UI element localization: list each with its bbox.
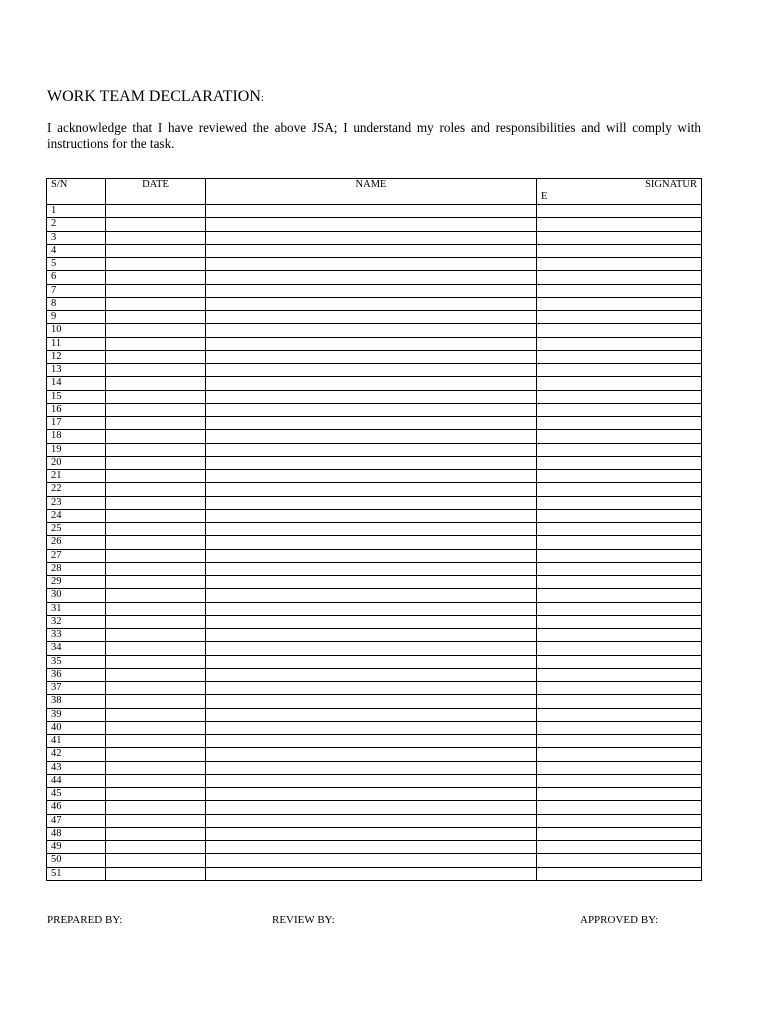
date-cell[interactable] — [106, 801, 206, 814]
date-cell[interactable] — [106, 682, 206, 695]
table-row — [47, 324, 702, 337]
row-number: 45 — [47, 788, 106, 801]
date-cell[interactable] — [106, 708, 206, 721]
row-number: 38 — [47, 695, 106, 708]
signature-cell[interactable] — [537, 311, 702, 324]
table-row — [47, 297, 702, 310]
name-cell[interactable] — [206, 761, 537, 774]
table-row — [47, 576, 702, 589]
prepared-by-label: PREPARED BY: — [47, 914, 123, 926]
row-number: 9 — [47, 311, 106, 324]
date-cell[interactable] — [106, 443, 206, 456]
date-cell[interactable] — [106, 337, 206, 350]
row-number: 17 — [47, 417, 106, 430]
signature-cell[interactable] — [537, 549, 702, 562]
date-cell[interactable] — [106, 205, 206, 218]
table-row — [47, 509, 702, 522]
date-cell[interactable] — [106, 364, 206, 377]
date-cell[interactable] — [106, 735, 206, 748]
signature-cell[interactable] — [537, 244, 702, 257]
signature-cell[interactable] — [537, 324, 702, 337]
table-row — [47, 708, 702, 721]
date-cell[interactable] — [106, 483, 206, 496]
name-cell[interactable] — [206, 509, 537, 522]
row-number: 11 — [47, 337, 106, 350]
name-cell[interactable] — [206, 589, 537, 602]
date-cell[interactable] — [106, 377, 206, 390]
table-row — [47, 443, 702, 456]
signature-cell[interactable] — [537, 695, 702, 708]
signature-cell[interactable] — [537, 483, 702, 496]
date-cell[interactable] — [106, 523, 206, 536]
signature-cell[interactable] — [537, 854, 702, 867]
name-cell[interactable] — [206, 390, 537, 403]
signature-cell[interactable] — [537, 867, 702, 880]
table-row — [47, 854, 702, 867]
row-number: 46 — [47, 801, 106, 814]
approved-by-label: APPROVED BY: — [580, 914, 659, 926]
row-number: 1 — [47, 205, 106, 218]
row-number: 42 — [47, 748, 106, 761]
table-row — [47, 788, 702, 801]
name-cell[interactable] — [206, 655, 537, 668]
signature-cell[interactable] — [537, 523, 702, 536]
date-cell[interactable] — [106, 536, 206, 549]
table-row — [47, 364, 702, 377]
signature-cell[interactable] — [537, 364, 702, 377]
table-row — [47, 668, 702, 681]
date-cell[interactable] — [106, 655, 206, 668]
name-cell[interactable] — [206, 615, 537, 628]
date-cell[interactable] — [106, 827, 206, 840]
signature-cell[interactable] — [537, 470, 702, 483]
table-row — [47, 761, 702, 774]
row-number: 37 — [47, 682, 106, 695]
name-cell[interactable] — [206, 748, 537, 761]
row-number: 25 — [47, 523, 106, 536]
table-row — [47, 536, 702, 549]
row-number: 14 — [47, 377, 106, 390]
row-number: 36 — [47, 668, 106, 681]
table-header-row — [47, 179, 702, 205]
name-cell[interactable] — [206, 258, 537, 271]
row-number: 51 — [47, 867, 106, 880]
name-cell[interactable] — [206, 576, 537, 589]
table-row — [47, 642, 702, 655]
table-row — [47, 258, 702, 271]
date-cell[interactable] — [106, 218, 206, 231]
header-signature-line2: E — [541, 191, 548, 202]
signature-cell[interactable] — [537, 774, 702, 787]
table-row — [47, 470, 702, 483]
date-cell[interactable] — [106, 748, 206, 761]
declaration-text: I acknowledge that I have reviewed the above JSA; I understand my roles and responsibilities and will comply with instructions for the task. — [47, 120, 701, 151]
signature-cell[interactable] — [537, 258, 702, 271]
date-cell[interactable] — [106, 417, 206, 430]
signature-cell[interactable] — [537, 642, 702, 655]
name-cell[interactable] — [206, 205, 537, 218]
name-cell[interactable] — [206, 536, 537, 549]
date-cell[interactable] — [106, 350, 206, 363]
table-row — [47, 218, 702, 231]
date-cell[interactable] — [106, 456, 206, 469]
date-cell[interactable] — [106, 311, 206, 324]
page-title-colon: : — [260, 92, 264, 104]
date-cell[interactable] — [106, 324, 206, 337]
name-cell[interactable] — [206, 602, 537, 615]
name-cell[interactable] — [206, 231, 537, 244]
table-row — [47, 231, 702, 244]
table-row — [47, 244, 702, 257]
row-number: 15 — [47, 390, 106, 403]
signature-cell[interactable] — [537, 417, 702, 430]
name-cell[interactable] — [206, 735, 537, 748]
name-cell[interactable] — [206, 642, 537, 655]
signature-cell[interactable] — [537, 682, 702, 695]
row-number: 26 — [47, 536, 106, 549]
header-sn: S/N — [47, 179, 106, 205]
row-number: 39 — [47, 708, 106, 721]
signature-cell[interactable] — [537, 761, 702, 774]
name-cell[interactable] — [206, 867, 537, 880]
table-row — [47, 748, 702, 761]
signature-cell[interactable] — [537, 377, 702, 390]
signature-cell[interactable] — [537, 615, 702, 628]
signature-cell[interactable] — [537, 284, 702, 297]
name-cell[interactable] — [206, 271, 537, 284]
table-row — [47, 337, 702, 350]
row-number: 30 — [47, 589, 106, 602]
name-cell[interactable] — [206, 244, 537, 257]
name-cell[interactable] — [206, 364, 537, 377]
signature-cell[interactable] — [537, 801, 702, 814]
date-cell[interactable] — [106, 602, 206, 615]
name-cell[interactable] — [206, 470, 537, 483]
signature-cell[interactable] — [537, 390, 702, 403]
signature-cell[interactable] — [537, 827, 702, 840]
name-cell[interactable] — [206, 827, 537, 840]
name-cell[interactable] — [206, 523, 537, 536]
date-cell[interactable] — [106, 496, 206, 509]
signature-cell[interactable] — [537, 536, 702, 549]
row-number: 32 — [47, 615, 106, 628]
name-cell[interactable] — [206, 417, 537, 430]
date-cell[interactable] — [106, 774, 206, 787]
name-cell[interactable] — [206, 841, 537, 854]
row-number: 13 — [47, 364, 106, 377]
row-number: 10 — [47, 324, 106, 337]
date-cell[interactable] — [106, 231, 206, 244]
row-number: 7 — [47, 284, 106, 297]
name-cell[interactable] — [206, 668, 537, 681]
table-row — [47, 827, 702, 840]
table-row — [47, 311, 702, 324]
date-cell[interactable] — [106, 390, 206, 403]
table-row — [47, 867, 702, 880]
date-cell[interactable] — [106, 589, 206, 602]
signature-cell[interactable] — [537, 218, 702, 231]
table-row — [47, 801, 702, 814]
signature-cell[interactable] — [537, 456, 702, 469]
signature-cell[interactable] — [537, 721, 702, 734]
signature-cell[interactable] — [537, 297, 702, 310]
page-title-text: WORK TEAM DECLARATION — [47, 88, 261, 105]
attendance-table — [46, 178, 702, 881]
row-number: 20 — [47, 456, 106, 469]
signature-cell[interactable] — [537, 655, 702, 668]
row-number: 2 — [47, 218, 106, 231]
name-cell[interactable] — [206, 788, 537, 801]
row-number: 6 — [47, 271, 106, 284]
row-number: 41 — [47, 735, 106, 748]
table-row — [47, 350, 702, 363]
date-cell[interactable] — [106, 244, 206, 257]
name-cell[interactable] — [206, 708, 537, 721]
row-number: 27 — [47, 549, 106, 562]
table-row — [47, 205, 702, 218]
table-row — [47, 814, 702, 827]
table-row — [47, 615, 702, 628]
signature-cell[interactable] — [537, 668, 702, 681]
signature-cell[interactable] — [537, 841, 702, 854]
table-row — [47, 496, 702, 509]
date-cell[interactable] — [106, 297, 206, 310]
table-row — [47, 774, 702, 787]
name-cell[interactable] — [206, 377, 537, 390]
row-number: 28 — [47, 562, 106, 575]
date-cell[interactable] — [106, 615, 206, 628]
name-cell[interactable] — [206, 496, 537, 509]
table-row — [47, 483, 702, 496]
date-cell[interactable] — [106, 258, 206, 271]
table-row — [47, 655, 702, 668]
row-number: 43 — [47, 761, 106, 774]
table-row — [47, 682, 702, 695]
row-number: 31 — [47, 602, 106, 615]
signature-cell[interactable] — [537, 589, 702, 602]
date-cell[interactable] — [106, 470, 206, 483]
date-cell[interactable] — [106, 695, 206, 708]
name-cell[interactable] — [206, 695, 537, 708]
table-row — [47, 629, 702, 642]
signature-cell[interactable] — [537, 814, 702, 827]
table-row — [47, 390, 702, 403]
signature-cell[interactable] — [537, 231, 702, 244]
header-signature — [537, 179, 702, 205]
row-number: 33 — [47, 629, 106, 642]
row-number: 12 — [47, 350, 106, 363]
review-by-label: REVIEW BY: — [272, 914, 335, 926]
date-cell[interactable] — [106, 576, 206, 589]
date-cell[interactable] — [106, 814, 206, 827]
signature-cell[interactable] — [537, 708, 702, 721]
row-number: 50 — [47, 854, 106, 867]
row-number: 23 — [47, 496, 106, 509]
table-row — [47, 284, 702, 297]
row-number: 49 — [47, 841, 106, 854]
date-cell[interactable] — [106, 284, 206, 297]
date-cell[interactable] — [106, 509, 206, 522]
signature-cell[interactable] — [537, 496, 702, 509]
name-cell[interactable] — [206, 337, 537, 350]
header-name: NAME — [206, 179, 537, 205]
date-cell[interactable] — [106, 668, 206, 681]
name-cell[interactable] — [206, 721, 537, 734]
table-row — [47, 589, 702, 602]
date-cell[interactable] — [106, 721, 206, 734]
header-signature-line1: SIGNATUR — [645, 179, 697, 190]
name-cell[interactable] — [206, 403, 537, 416]
row-number: 24 — [47, 509, 106, 522]
name-cell[interactable] — [206, 549, 537, 562]
date-cell[interactable] — [106, 403, 206, 416]
row-number: 3 — [47, 231, 106, 244]
signature-cell[interactable] — [537, 788, 702, 801]
date-cell[interactable] — [106, 761, 206, 774]
name-cell[interactable] — [206, 483, 537, 496]
row-number: 18 — [47, 430, 106, 443]
table-row — [47, 403, 702, 416]
date-cell[interactable] — [106, 788, 206, 801]
table-row — [47, 721, 702, 734]
name-cell[interactable] — [206, 218, 537, 231]
name-cell[interactable] — [206, 297, 537, 310]
name-cell[interactable] — [206, 430, 537, 443]
signature-cell[interactable] — [537, 602, 702, 615]
row-number: 5 — [47, 258, 106, 271]
table-row — [47, 523, 702, 536]
name-cell[interactable] — [206, 311, 537, 324]
date-cell[interactable] — [106, 271, 206, 284]
name-cell[interactable] — [206, 854, 537, 867]
row-number: 35 — [47, 655, 106, 668]
name-cell[interactable] — [206, 682, 537, 695]
row-number: 19 — [47, 443, 106, 456]
signature-cell[interactable] — [537, 350, 702, 363]
row-number: 34 — [47, 642, 106, 655]
row-number: 40 — [47, 721, 106, 734]
signature-cell[interactable] — [537, 576, 702, 589]
date-cell[interactable] — [106, 430, 206, 443]
name-cell[interactable] — [206, 629, 537, 642]
date-cell[interactable] — [106, 841, 206, 854]
signature-cell[interactable] — [537, 430, 702, 443]
table-row — [47, 271, 702, 284]
signature-cell[interactable] — [537, 629, 702, 642]
name-cell[interactable] — [206, 456, 537, 469]
name-cell[interactable] — [206, 284, 537, 297]
table-row — [47, 430, 702, 443]
name-cell[interactable] — [206, 443, 537, 456]
row-number: 44 — [47, 774, 106, 787]
date-cell[interactable] — [106, 562, 206, 575]
name-cell[interactable] — [206, 801, 537, 814]
header-date: DATE — [106, 179, 206, 205]
date-cell[interactable] — [106, 854, 206, 867]
row-number: 29 — [47, 576, 106, 589]
signature-cell[interactable] — [537, 205, 702, 218]
date-cell[interactable] — [106, 629, 206, 642]
row-number: 4 — [47, 244, 106, 257]
table-row — [47, 562, 702, 575]
row-number: 48 — [47, 827, 106, 840]
table-row — [47, 841, 702, 854]
signature-cell[interactable] — [537, 748, 702, 761]
row-number: 47 — [47, 814, 106, 827]
table-row — [47, 735, 702, 748]
table-row — [47, 549, 702, 562]
date-cell[interactable] — [106, 867, 206, 880]
row-number: 16 — [47, 403, 106, 416]
name-cell[interactable] — [206, 774, 537, 787]
page-title — [47, 88, 264, 107]
signature-cell[interactable] — [537, 337, 702, 350]
row-number: 22 — [47, 483, 106, 496]
table-row — [47, 456, 702, 469]
signature-cell[interactable] — [537, 443, 702, 456]
name-cell[interactable] — [206, 814, 537, 827]
name-cell[interactable] — [206, 562, 537, 575]
row-number: 8 — [47, 297, 106, 310]
table-body — [47, 205, 702, 881]
signature-cell[interactable] — [537, 271, 702, 284]
signature-cell[interactable] — [537, 735, 702, 748]
date-cell[interactable] — [106, 549, 206, 562]
table-row — [47, 417, 702, 430]
signature-cell[interactable] — [537, 509, 702, 522]
name-cell[interactable] — [206, 350, 537, 363]
signature-cell[interactable] — [537, 403, 702, 416]
table-row — [47, 377, 702, 390]
table-row — [47, 602, 702, 615]
table-row — [47, 695, 702, 708]
row-number: 21 — [47, 470, 106, 483]
name-cell[interactable] — [206, 324, 537, 337]
date-cell[interactable] — [106, 642, 206, 655]
signature-cell[interactable] — [537, 562, 702, 575]
